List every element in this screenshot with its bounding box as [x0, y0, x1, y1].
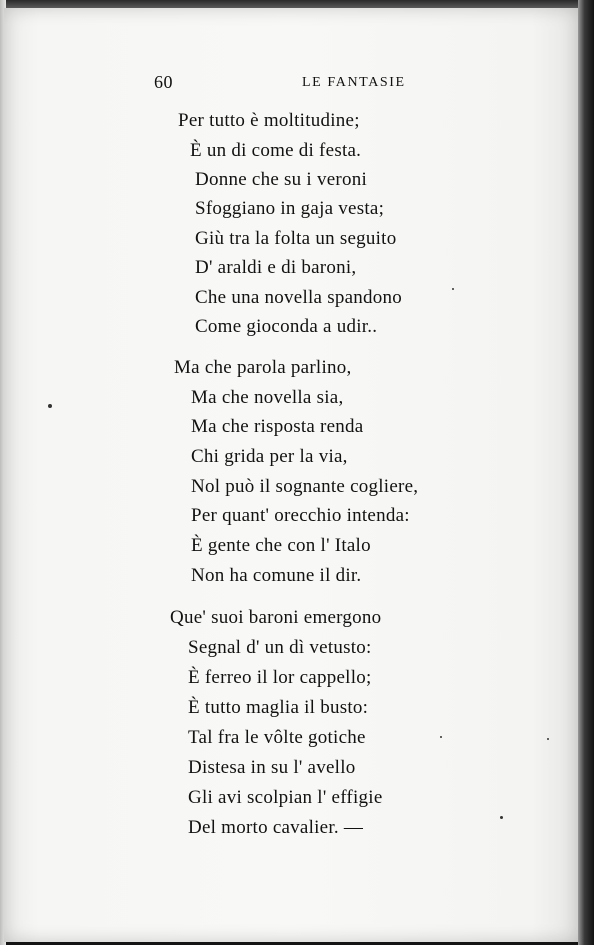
scan-speck: [440, 736, 442, 738]
verse-line: Che una novella spandono: [195, 287, 403, 308]
verse-line: È un di come di festa.: [190, 140, 362, 161]
verse-line: Distesa in su l' avello: [188, 757, 356, 778]
scan-speck: [500, 816, 503, 819]
page-number: 60: [154, 72, 173, 92]
book-gutter-shadow: [578, 0, 594, 945]
verse-line: Nol può il sognante cogliere,: [191, 476, 419, 497]
verse-line: Donne che su i veroni: [195, 169, 367, 190]
verse-line: È tutto maglia il busto:: [188, 697, 369, 718]
verse-line: Non ha comune il dir.: [191, 565, 362, 586]
verse-line: Segnal d' un dì vetusto:: [188, 637, 372, 658]
verse-line: Chi grida per la via,: [191, 446, 348, 467]
page-top-shadow: [0, 0, 594, 8]
verse-line: Giù tra la folta un seguito: [195, 228, 397, 249]
scan-speck: [452, 288, 454, 290]
verse-line: È ferreo il lor cappello;: [188, 667, 372, 688]
verse-line: Sfoggiano in gaja vesta;: [195, 198, 385, 219]
page-sheet: [4, 8, 578, 942]
verse-line: Per tutto è moltitudine;: [178, 110, 360, 131]
verse-line: Del morto cavalier. —: [188, 817, 364, 838]
verse-line: Come gioconda a udir..: [195, 316, 378, 337]
verse-line: Gli avi scolpian l' effigie: [188, 787, 383, 808]
verse-line: Ma che risposta renda: [191, 416, 364, 437]
verse-line: Que' suoi baroni emergono: [170, 607, 382, 628]
verse-line: È gente che con l' Italo: [191, 535, 371, 556]
verse-line: D' araldi e di baroni,: [195, 257, 357, 278]
verse-line: Ma che novella sia,: [191, 387, 344, 408]
verse-line: Ma che parola parlino,: [174, 357, 352, 378]
running-head: [4, 68, 578, 98]
verse-line: Tal fra le vôlte gotiche: [188, 727, 366, 748]
verse-line: Per quant' orecchio intenda:: [191, 505, 410, 526]
scan-speck: [547, 738, 549, 740]
scan-speck: [48, 404, 52, 408]
running-title: LE FANTASIE: [302, 75, 406, 90]
